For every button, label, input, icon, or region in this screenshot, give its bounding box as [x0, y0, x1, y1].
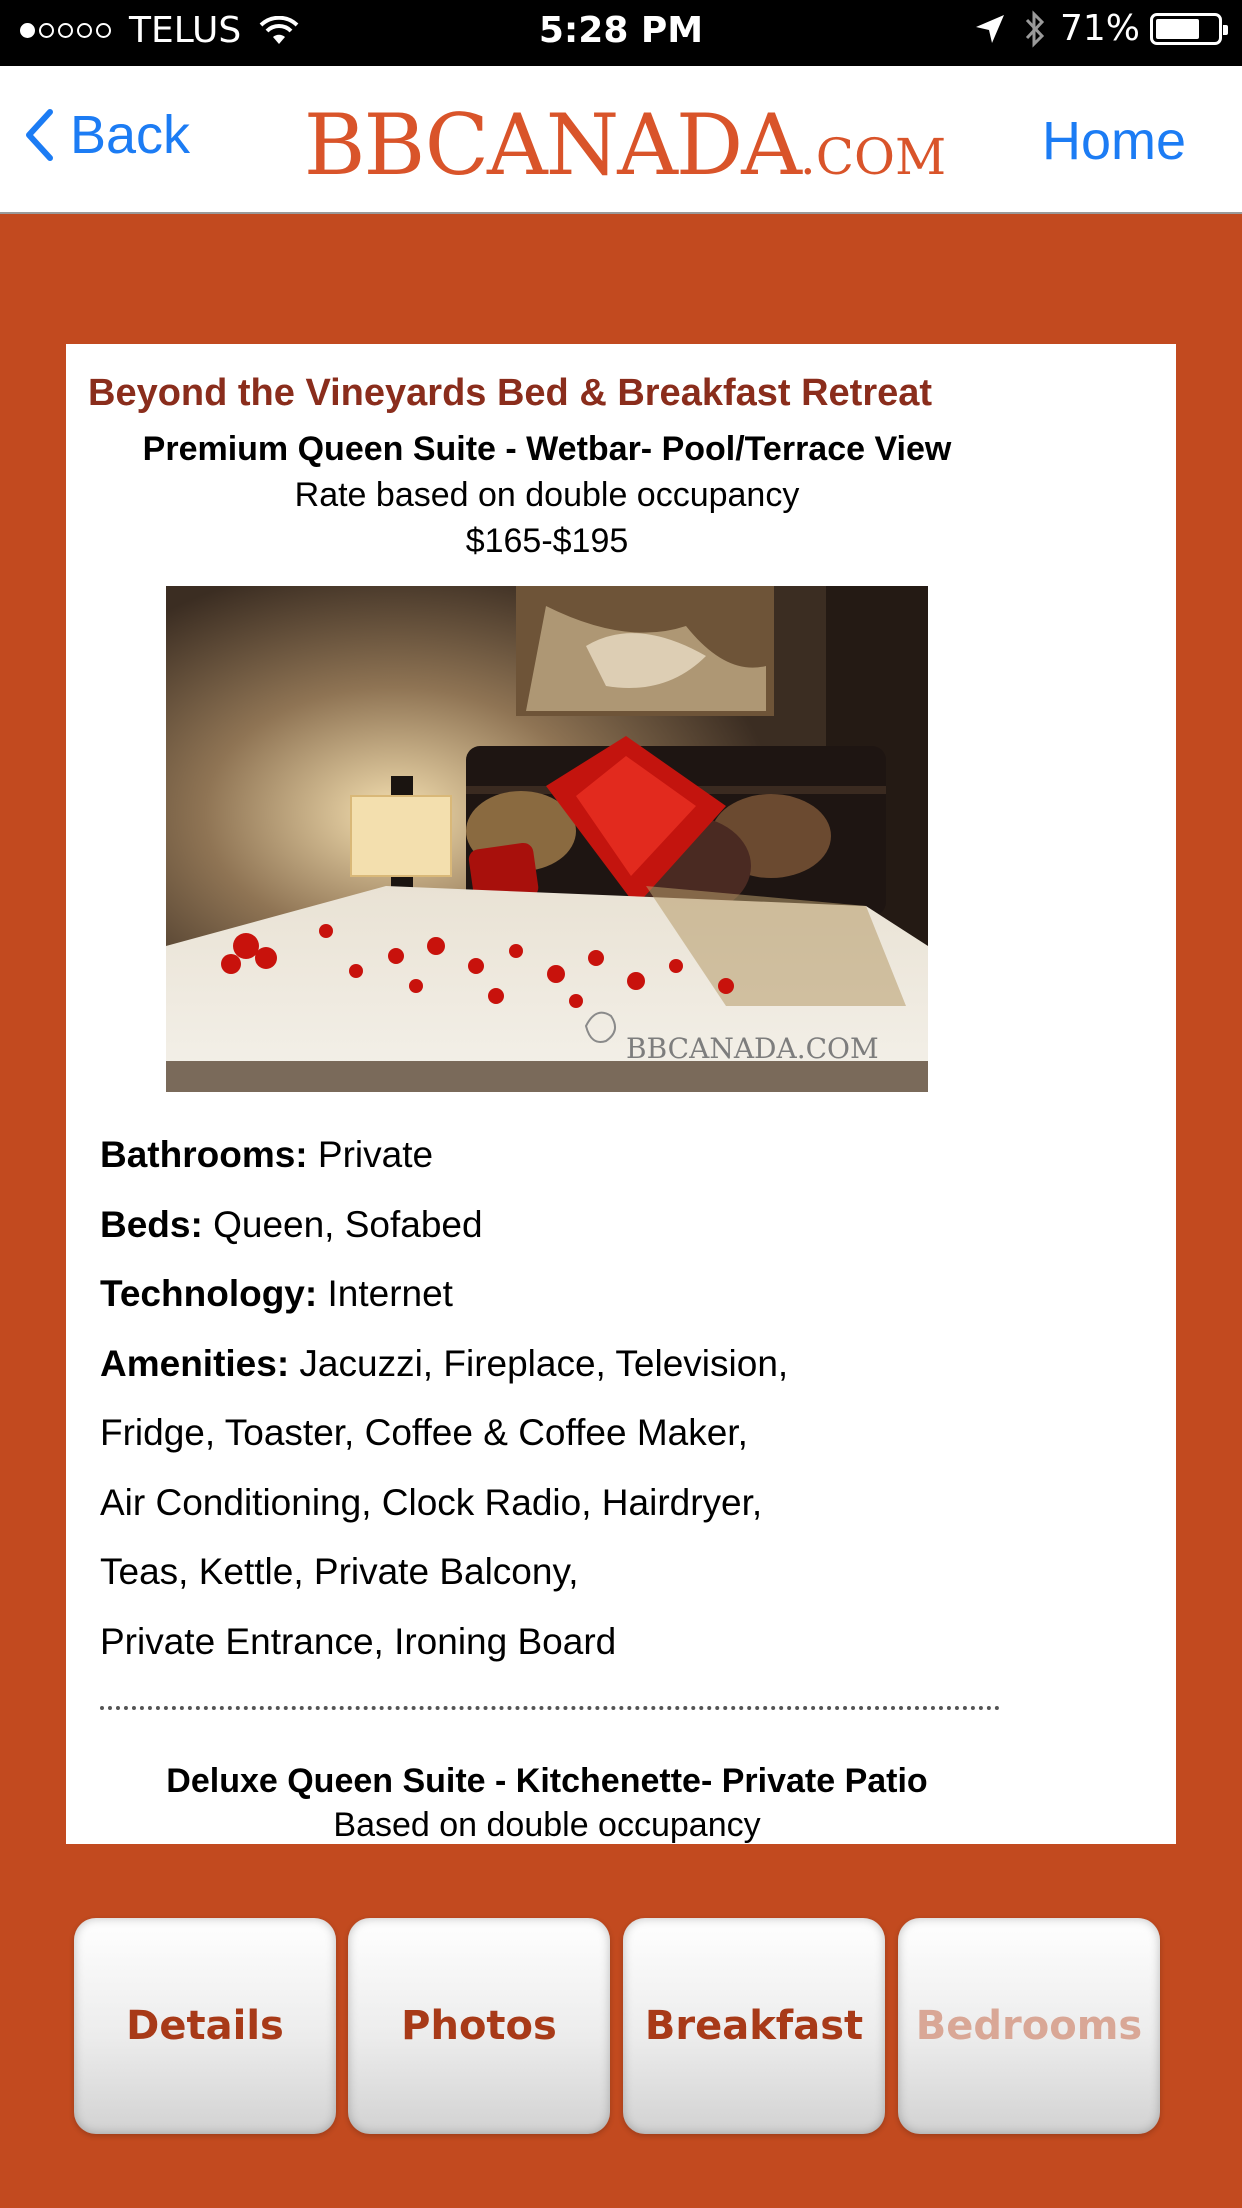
attribute-label: Bathrooms:: [100, 1134, 308, 1175]
attribute-technology: [100, 1259, 1020, 1329]
attribute-label: Amenities:: [100, 1342, 290, 1384]
tab-details[interactable]: Details: [74, 1918, 336, 2134]
tab-photos[interactable]: Photos: [348, 1918, 610, 2134]
amenities-line: Teas, Kettle, Private Balcony,: [100, 1551, 579, 1592]
attribute-beds: [100, 1190, 1020, 1260]
logo-main: BBCANADA: [303, 96, 800, 194]
status-bar: [0, 0, 1242, 66]
logo-sub: .COM: [799, 128, 947, 186]
home-button[interactable]: Home: [1041, 111, 1186, 171]
navigation-bar: [0, 66, 1242, 214]
inn-name: Beyond the Vineyards Bed & Breakfast Retreat: [88, 372, 933, 414]
bbcanada-logo: [270, 96, 980, 194]
back-button[interactable]: [24, 104, 190, 166]
tab-bedrooms[interactable]: Bedrooms: [898, 1918, 1160, 2134]
bedroom-photo-image: [166, 586, 928, 1092]
carrier-name: TELUS: [129, 10, 242, 51]
battery-percent: 71%: [1059, 8, 1140, 49]
attribute-bathrooms: [100, 1120, 1020, 1190]
attribute-value: Private: [307, 1134, 434, 1175]
photo-watermark: BBCANADA.COM: [626, 1032, 879, 1065]
location-arrow-icon: [974, 13, 1006, 45]
tab-breakfast[interactable]: Breakfast: [623, 1918, 885, 2134]
amenities-line: Air Conditioning, Clock Radio, Hairdryer,: [100, 1481, 763, 1523]
back-label: Back: [70, 105, 191, 165]
attribute-value: Internet: [317, 1273, 453, 1314]
attribute-value: Jacuzzi, Fireplace, Television,: [289, 1342, 789, 1384]
attribute-amenities: [100, 1329, 1020, 1399]
room-details-card[interactable]: [66, 344, 1176, 1844]
attribute-value: Queen, Sofabed: [202, 1203, 483, 1245]
status-right: [974, 8, 1222, 49]
status-time: 5:28 PM: [538, 10, 704, 51]
amenities-line: Fridge, Toaster, Coffee & Coffee Maker,: [100, 1412, 748, 1453]
bluetooth-icon: [1020, 9, 1050, 49]
attribute-label: Beds:: [100, 1203, 203, 1245]
attribute-label: Technology:: [100, 1273, 318, 1314]
room-price: $165-$195: [465, 522, 629, 560]
amenities-line: Private Entrance, Ironing Board: [100, 1620, 617, 1662]
next-room-title: Deluxe Queen Suite - Kitchenette- Private Patio: [166, 1762, 928, 1800]
battery-icon: [1150, 13, 1222, 45]
chevron-left-icon: [24, 108, 54, 162]
room-attributes: [100, 1120, 1020, 1676]
room-divider: [100, 1706, 1000, 1710]
next-room-note: Based on double occupancy: [333, 1806, 761, 1844]
room-title: Premium Queen Suite - Wetbar- Pool/Terrace View: [142, 430, 952, 468]
room-photo[interactable]: [166, 586, 928, 1092]
room-rate-note: Rate based on double occupancy: [294, 476, 800, 514]
